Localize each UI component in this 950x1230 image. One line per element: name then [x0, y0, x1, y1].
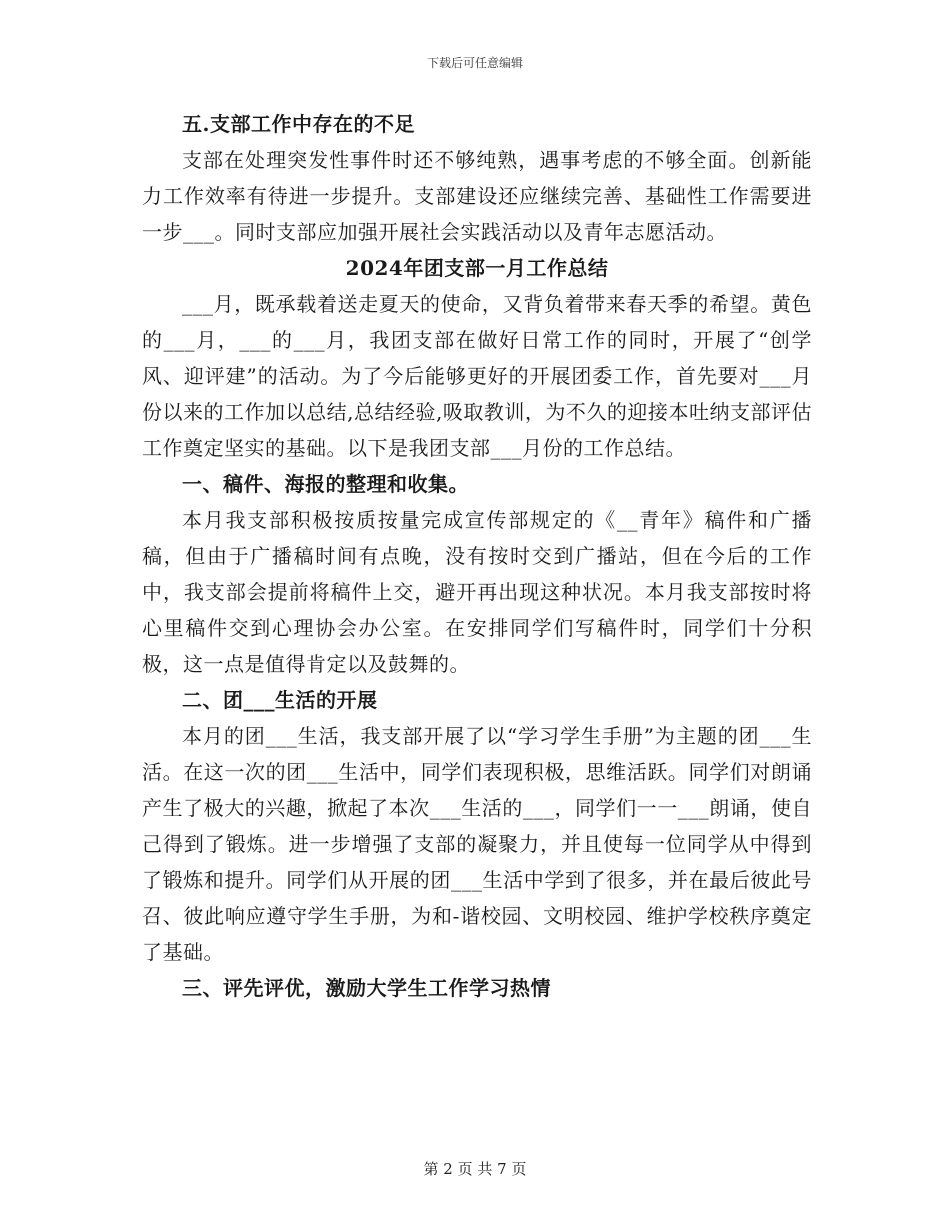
section-one-paragraph: 本月我支部积极按质按量完成宣传部规定的《__青年》稿件和广播稿，但由于广播稿时间有点晚，没有按时交到广播站，但在今后的工作中，我支部会提前将稿件上交，避开再出现这种状况。本月我支部按时将心里稿件交到心理协会办公室。在安排同学们写稿件时，同学们十分积极，这一点是值得肯定以及鼓舞的。 — [142, 508, 812, 676]
section-five-paragraph: 支部在处理突发性事件时还不够纯熟，遇事考虑的不够全面。创新能力工作效率有待进一步提升。支部建设还应继续完善、基础性工作需要进一步___。同时支部应加强开展社会实践活动以及青年志愿活动。 — [142, 148, 812, 244]
section-two-heading: 二、团___生活的开展 — [182, 688, 378, 712]
section-five-heading: 五.支部工作中存在的不足 — [182, 112, 415, 136]
section-three-heading: 三、评先评优，激励大学生工作学习热情 — [182, 976, 551, 1000]
intro-paragraph: ___月，既承载着送走夏天的使命，又背负着带来春天季的希望。黄色的___月，___的___月，我团支部在做好日常工作的同时，开展了“创学风、迎评建”的活动。为了今后能够更好的开展团委工作，首先要对___月份以来的工作加以总结,总结经验,吸取教训，为不久的迎接本吐纳支部评估工作奠定坚实的基础。以下是我团支部___月份的工作总结。 — [142, 292, 812, 460]
document-title: 2024年团支部一月工作总结 — [345, 256, 609, 280]
section-two-paragraph: 本月的团___生活，我支部开展了以“学习学生手册”为主题的团___生活。在这一次的团___生活中，同学们表现积极，思维活跃。同学们对朗诵产生了极大的兴趣，掀起了本次___生活的___，同学们一一___朗诵，使自己得到了锻炼。进一步增强了支部的凝聚力，并且使每一位同学从中得到了锻炼和提升。同学们从开展的团___生活中学到了很多，并在最后彼此号召、彼此响应遵守学生手册，为和-谐校园、文明校园、维护学校秩序奠定了基础。 — [142, 724, 812, 964]
document-body — [142, 106, 812, 1006]
page-number: 第 2 页 共 7 页 — [423, 1160, 527, 1178]
header-note: 下载后可任意编辑 — [426, 56, 523, 70]
section-one-heading: 一、稿件、海报的整理和收集。 — [182, 472, 469, 496]
